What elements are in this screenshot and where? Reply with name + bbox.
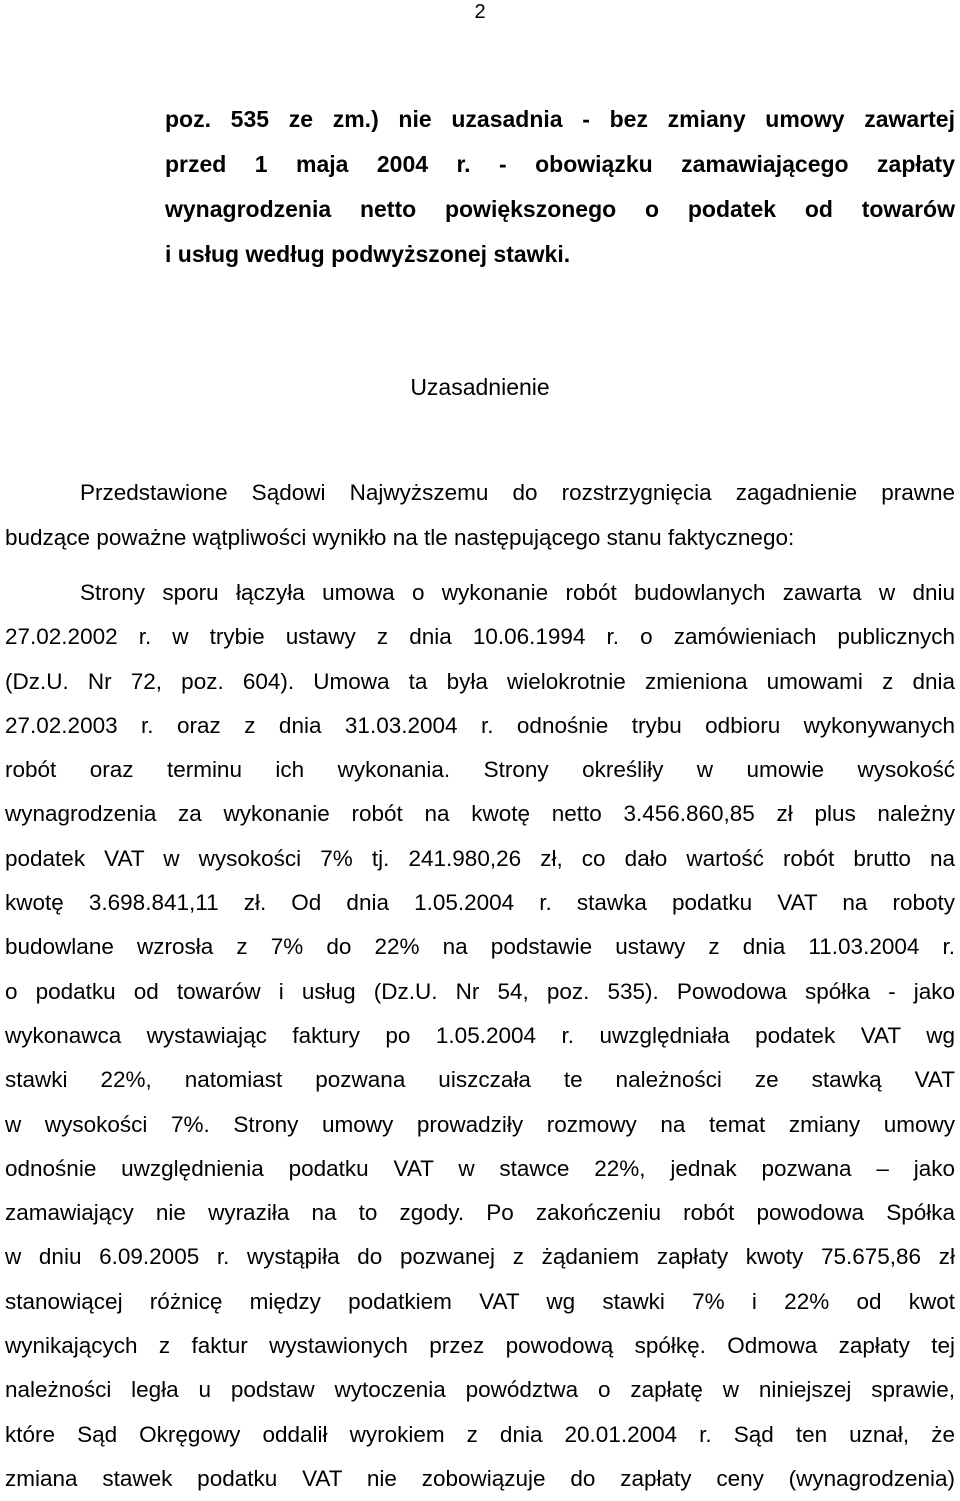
intro-paragraph bbox=[5, 470, 955, 560]
holding-text bbox=[165, 97, 955, 277]
paragraph-line: które Sąd Okręgowy oddalił wyrokiem z dnia 20.01.2004 r. Sąd ten uznał, że bbox=[5, 1421, 955, 1447]
holding-line: przed 1 maja 2004 r. - obowiązku zamawiającego zapłaty bbox=[165, 151, 955, 177]
holding-line: i usług według podwyższonej stawki. bbox=[165, 241, 571, 267]
paragraph-line: stanowiącej różnicę między podatkiem VAT wg stawki 7% i 22% od kwot bbox=[5, 1288, 955, 1314]
paragraph-line: (Dz.U. Nr 72, poz. 604). Umowa ta była wielokrotnie zmieniona umowami z dnia bbox=[5, 668, 955, 694]
paragraph-line: należności legła u podstaw wytoczenia powództwa o zapłatę w niniejszej sprawie, bbox=[5, 1377, 955, 1403]
page-number: 2 bbox=[474, 1, 486, 23]
paragraph-line: budzące poważne wątpliwości wynikło na tle następującego stanu faktycznego: bbox=[5, 525, 795, 550]
paragraph-line: odnośnie uwzględnienia podatku VAT w stawce 22%, jednak pozwana – jako bbox=[5, 1155, 955, 1181]
paragraph-line: budowlane wzrosła z 7% do 22% na podstawie ustawy z dnia 11.03.2004 r. bbox=[5, 934, 955, 960]
paragraph-line: podatek VAT w wysokości 7% tj. 241.980,26 zł, co dało wartość robót brutto na bbox=[5, 845, 955, 871]
paragraph-line: stawki 22%, natomiast pozwana uiszczała te należności ze stawką VAT bbox=[5, 1067, 955, 1093]
paragraph-line: w wysokości 7%. Strony umowy prowadziły rozmowy na temat zmiany umowy bbox=[5, 1111, 955, 1137]
paragraph-line: 27.02.2002 r. w trybie ustawy z dnia 10.06.1994 r. o zamówieniach publicznych bbox=[5, 624, 955, 650]
section-title: Uzasadnienie bbox=[410, 374, 550, 400]
paragraph-line: wynagrodzenia za wykonanie robót na kwotę netto 3.456.860,85 zł plus należny bbox=[5, 801, 955, 827]
paragraph-line: o podatku od towarów i usług (Dz.U. Nr 54, poz. 535). Powodowa spółka - jako bbox=[5, 978, 955, 1004]
paragraph-line: wynikających z faktur wystawionych przez powodową spółkę. Odmowa zapłaty tej bbox=[5, 1333, 955, 1359]
paragraph-line: 27.02.2003 r. oraz z dnia 31.03.2004 r. odnośnie trybu odbioru wykonywanych bbox=[5, 712, 955, 738]
holding-line: poz. 535 ze zm.) nie uzasadnia - bez zmiany umowy zawartej bbox=[165, 106, 955, 132]
paragraph-line: w dniu 6.09.2005 r. wystąpiła do pozwanej z żądaniem zapłaty kwoty 75.675,86 zł bbox=[5, 1244, 955, 1270]
paragraph-line: Przedstawione Sądowi Najwyższemu do rozstrzygnięcia zagadnienie prawne bbox=[80, 480, 955, 505]
paragraph-line: Strony sporu łączyła umowa o wykonanie robót budowlanych zawarta w dniu bbox=[80, 580, 955, 605]
paragraph-line: zmiana stawek podatku VAT nie zobowiązuje do zapłaty ceny (wynagrodzenia) bbox=[5, 1465, 955, 1491]
paragraph-line: robót oraz terminu ich wykonania. Strony określiły w umowie wysokość bbox=[5, 757, 955, 783]
paragraph-line: wykonawca wystawiając faktury po 1.05.2004 r. uwzględniała podatek VAT wg bbox=[5, 1022, 955, 1048]
facts-paragraph bbox=[5, 571, 955, 1501]
paragraph-line: kwotę 3.698.841,11 zł. Od dnia 1.05.2004 r. stawka podatku VAT na roboty bbox=[5, 890, 955, 916]
paragraph-line: zamawiający nie wyraziła na to zgody. Po zakończeniu robót powodowa Spółka bbox=[5, 1200, 955, 1226]
holding-line: wynagrodzenia netto powiększonego o podatek od towarów bbox=[165, 196, 955, 222]
